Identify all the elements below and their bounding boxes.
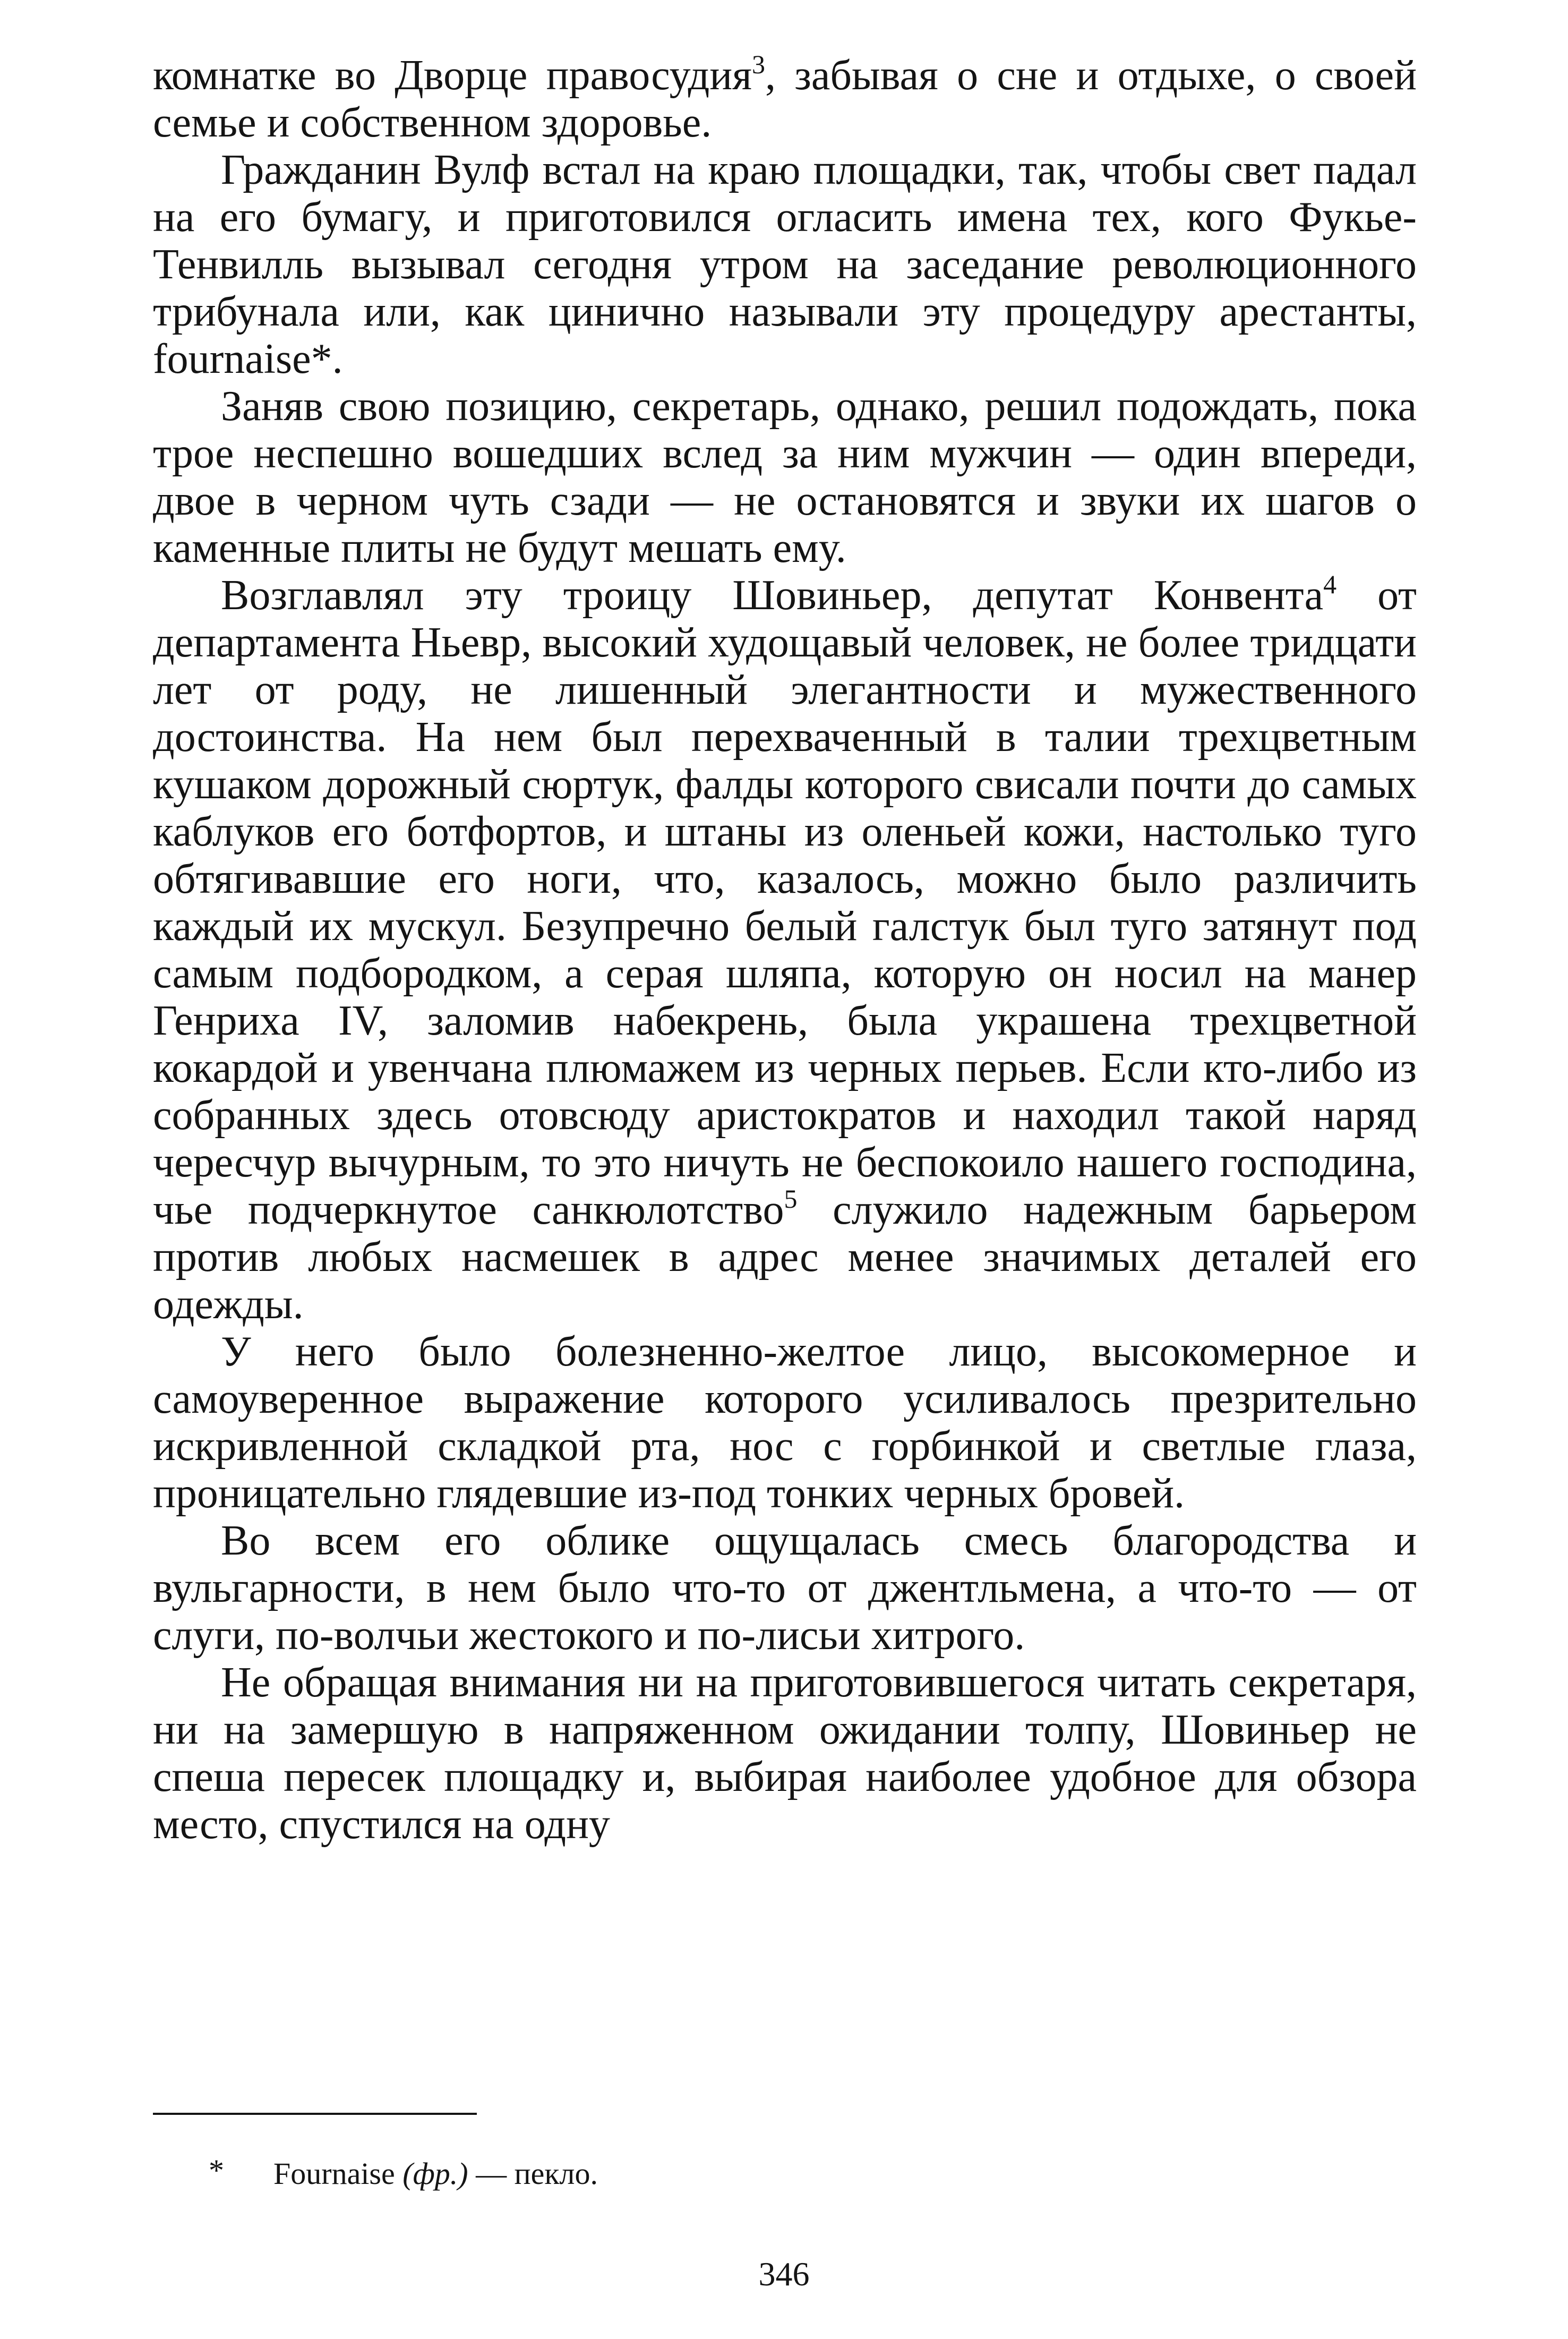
footnote-text [273, 2155, 598, 2192]
footnote-mark: * [209, 2153, 224, 2188]
paragraph-2 [153, 147, 1417, 383]
body-text [153, 49, 1417, 1848]
paragraph-5-text: У него было болезненно-желтое лицо, высокомерное и самоуверенное выражение которого усиливалось презрительно искривленной складкой рта, нос с горбинкой и светлые глаза, проницательно глядевшие из-под тонких черных бровей. [153, 1328, 1417, 1517]
paragraph-3 [153, 383, 1417, 572]
paragraph-4-text: Возглавлял эту троицу Шовиньер, депутат Конвента [221, 572, 1324, 619]
paragraph-4 [153, 569, 1417, 1328]
paragraph-4-rest-2: служило надежным барьером против любых насмешек в адрес менее значимых деталей его одежды. [153, 1186, 1417, 1328]
paragraph-7 [153, 1659, 1417, 1848]
paragraph-6 [153, 1517, 1417, 1659]
paragraph-4-rest: от департамента Ньевр, высокий худощавый человек, не более тридцати лет от роду, не лишенный элегантности и мужественного достоинства. На нем был перехваченный в талии трехцветным кушаком дорожный сюртук, фалды которого свисали почти до самых каблуков его ботфортов, и штаны из оленьей кожи, настолько туго обтягивавшие его ноги, что, казалось, можно было различить каждый их мускул. Безупречно белый галстук был туго затянут под самым подбородком, а серая шляпа, которую он носил на манер Генриха IV, заломив набекрень, была украшена трехцветной кокардой и увенчана плюмажем из черных перьев. Если кто-либо из собранных здесь отовсюду аристократов и находил такой наряд чересчур вычурным, то это ничуть не беспокоило нашего господина, чье подчеркнутое санкюлотство [153, 572, 1417, 1233]
paragraph-1-rest: , забывая о сне и отдыхе, о своей семье и собственном здоровье. [153, 52, 1417, 146]
note-ref-5: 5 [784, 1184, 798, 1214]
note-ref-4: 4 [1323, 569, 1337, 599]
paragraph-7-text: Не обращая внимания ни на приготовившегося читать секретаря, ни на замершую в напряженном ожидании толпу, Шовиньер не спеша пересек площадку и, выбирая наиболее удобное для обзора место, спустился на одну [153, 1659, 1417, 1848]
paragraph-6-text: Во всем его облике ощущалась смесь благородства и вульгарности, в нем было что-то от джентльмена, а что-то — от слуги, по-волчьи жестокого и по-лисьи хитрого. [153, 1517, 1417, 1659]
footnote-definition: — пекло. [476, 2156, 598, 2191]
footnote-divider [153, 2113, 477, 2115]
footnote-language: (фр.) [402, 2156, 468, 2191]
note-ref-3: 3 [751, 49, 765, 79]
paragraph-3-text: Заняв свою позицию, секретарь, однако, решил подождать, пока трое неспешно вошедших вслед за ним мужчин — один впереди, двое в черном чуть сзади — не остановятся и звуки их шагов о каменные плиты не будут мешать ему. [153, 383, 1417, 571]
paragraph-5 [153, 1328, 1417, 1517]
paragraph-1-text: комнатке во Дворце правосудия [153, 52, 752, 99]
page-number: 346 [758, 2255, 810, 2293]
paragraph-2-text: Гражданин Вулф встал на краю площадки, так, чтобы свет падал на его бумагу, и приготовился огласить имена тех, кого Фукье-Тенвилль вызывал сегодня утром на заседание революционного трибунала или, как цинично называли эту процедуру арестанты, fournaise*. [153, 147, 1417, 382]
paragraph-1 [153, 49, 1417, 147]
footnote-term: Fournaise [273, 2156, 395, 2191]
